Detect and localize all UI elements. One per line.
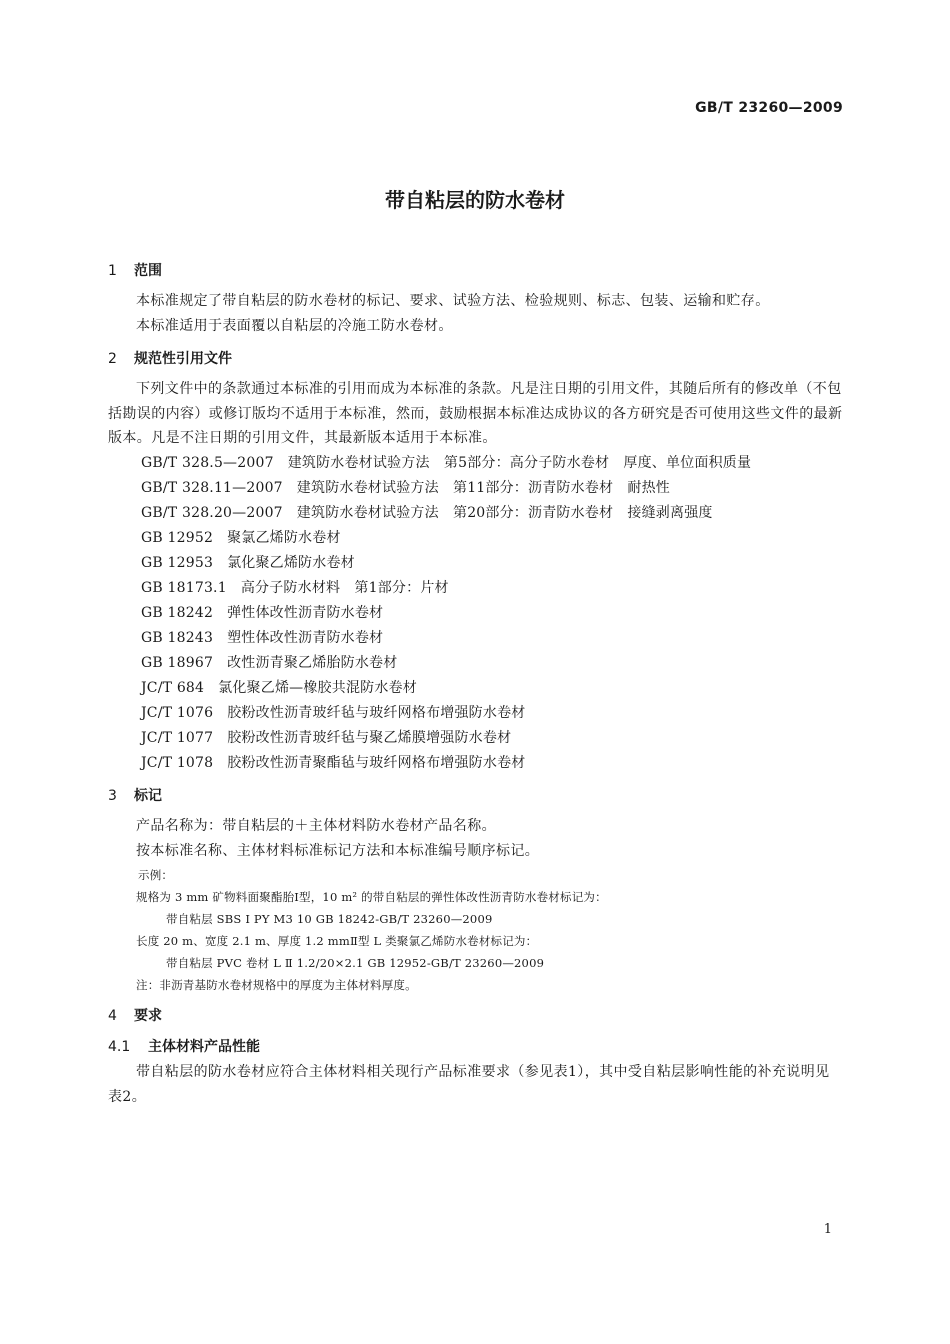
reference-code: GB 12953 (141, 554, 214, 571)
reference-item (108, 726, 843, 751)
reference-code: GB/T 328.11—2007 (141, 479, 283, 496)
reference-item (108, 551, 843, 576)
reference-title: 胶粉改性沥青聚酯毡与玻纤网格布增强防水卷材 (227, 754, 526, 771)
paragraph: 本标准适用于表面覆以自粘层的冷施工防水卷材。 (136, 318, 453, 334)
reference-item (108, 526, 843, 551)
reference-item (108, 501, 843, 526)
section-heading-scope: 1 范围 (108, 263, 162, 279)
reference-item (108, 476, 843, 501)
reference-code: GB 18243 (141, 629, 214, 646)
document-body (108, 258, 843, 1110)
reference-item (108, 676, 843, 701)
page-number: 1 (823, 1222, 832, 1237)
reference-code: GB 12952 (141, 529, 214, 546)
reference-title: 建筑防水卷材试验方法 第20部分：沥青防水卷材 接缝剥离强度 (296, 504, 713, 521)
note: 注：非沥青基防水卷材规格中的厚度为主体材料厚度。 (136, 977, 417, 992)
reference-item (108, 701, 843, 726)
page-title: 带自粘层的防水卷材 (385, 188, 565, 212)
paragraph: 按本标准名称、主体材料标准标记方法和本标准编号顺序标记。 (136, 842, 540, 859)
reference-code: GB/T 328.5—2007 (141, 454, 274, 471)
reference-item (108, 601, 843, 626)
reference-code: GB 18967 (141, 654, 214, 671)
paragraph: 下列文件中的条款通过本标准的引用而成为本标准的条款。凡是注日期的引用文件，其随后所有的修改单（不包括勘误的内容）或修订版均不适用于本标准，然而，鼓励根据本标准达成协议的各方研究是否可使用这些文件的最新版本。凡是不注日期的引用文件，其最新版本适用于本标准。 (108, 381, 843, 446)
reference-title: 胶粉改性沥青玻纤毡与玻纤网格布增强防水卷材 (227, 704, 526, 721)
reference-item (108, 651, 843, 676)
reference-title: 建筑防水卷材试验方法 第5部分：高分子防水卷材 厚度、单位面积质量 (287, 454, 752, 471)
reference-list (108, 451, 843, 776)
reference-code: GB/T 328.20—2007 (141, 504, 283, 521)
section-heading-normative-references: 2 规范性引用文件 (108, 351, 232, 367)
paragraph: 产品名称为：带自粘层的＋主体材料防水卷材产品名称。 (136, 817, 496, 834)
reference-title: 改性沥青聚乙烯胎防水卷材 (227, 654, 398, 671)
paragraph: 本标准规定了带自粘层的防水卷材的标记、要求、试验方法、检验规则、标志、包装、运输和贮存。 (136, 293, 770, 309)
reference-code: JC/T 1077 (141, 729, 214, 746)
example-text: 规格为 3 mm 矿物料面聚酯胎Ⅰ型，10 m² 的带自粘层的弹性体改性沥青防水卷材标记为： (136, 889, 607, 904)
reference-code: GB 18173.1 (141, 579, 227, 596)
reference-item (108, 576, 843, 601)
reference-item (108, 751, 843, 776)
reference-title: 胶粉改性沥青玻纤毡与聚乙烯膜增强防水卷材 (227, 729, 512, 746)
reference-title: 建筑防水卷材试验方法 第11部分：沥青防水卷材 耐热性 (296, 479, 671, 496)
reference-item (108, 626, 843, 651)
reference-title: 高分子防水材料 第1部分：片材 (240, 579, 449, 596)
paragraph: 带自粘层的防水卷材应符合主体材料相关现行产品标准要求（参见表1），其中受自粘层影响性能的补充说明见表2。 (108, 1063, 830, 1105)
example-mark: 带自粘层 SBS I PY M3 10 GB 18242-GB/T 23260—2009 (166, 911, 493, 926)
example-text: 长度 20 m、宽度 2.1 m、厚度 1.2 mmⅡ型 L 类聚氯乙烯防水卷材标记为： (136, 933, 538, 948)
reference-title: 氯化聚乙烯防水卷材 (227, 554, 355, 571)
example-mark: 带自粘层 PVC 卷材 L Ⅱ 1.2/20×2.1 GB 12952-GB/T 23260—2009 (166, 955, 545, 970)
reference-code: JC/T 684 (141, 679, 205, 696)
reference-title: 塑性体改性沥青防水卷材 (227, 629, 384, 646)
reference-code: JC/T 1078 (141, 754, 214, 771)
reference-item (108, 451, 843, 476)
section-heading-requirements: 4 要求 (108, 1007, 162, 1024)
reference-title: 聚氯乙烯防水卷材 (227, 529, 341, 546)
reference-title: 弹性体改性沥青防水卷材 (227, 604, 384, 621)
section-heading-marking: 3 标记 (108, 787, 162, 804)
example-label: 示例： (138, 867, 174, 882)
subsection-heading: 4.1 主体材料产品性能 (108, 1038, 260, 1055)
reference-code: JC/T 1076 (141, 704, 214, 721)
reference-code: GB 18242 (141, 604, 214, 621)
standard-code: GB/T 23260—2009 (695, 100, 843, 116)
reference-title: 氯化聚乙烯—橡胶共混防水卷材 (218, 679, 417, 696)
